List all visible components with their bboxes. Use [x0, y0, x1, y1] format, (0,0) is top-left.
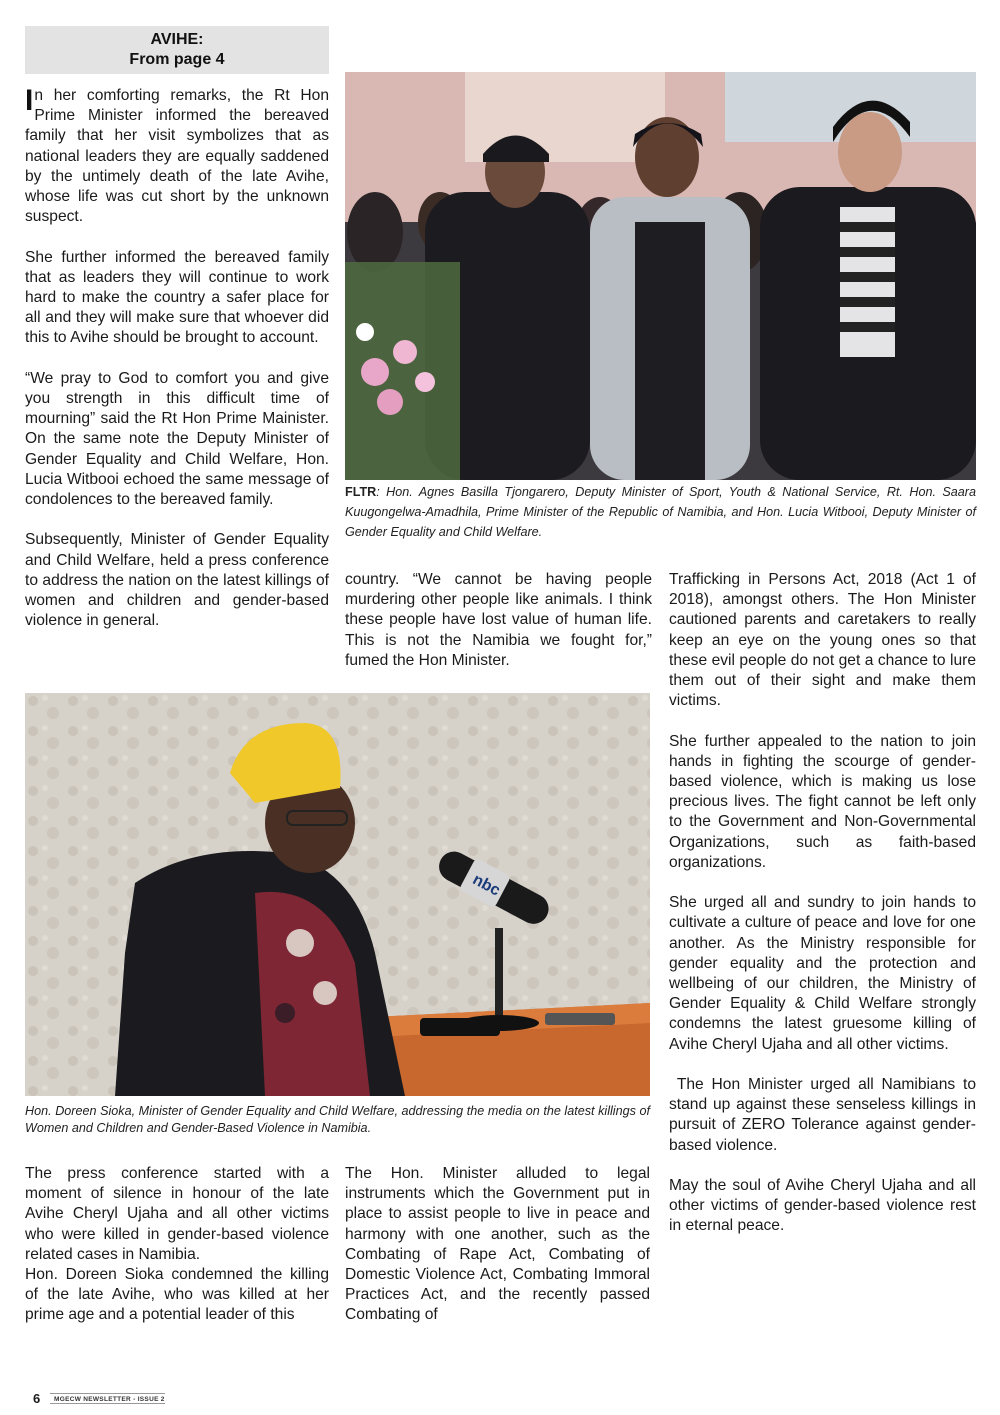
paragraph: May the soul of Avihe Cheryl Ujaha and all other victims of gender-based violence rest in eternal peace.: [669, 1177, 976, 1235]
paragraph: Subsequently, Minister of Gender Equality and Child Welfare, held a press conference to address the nation on the latest killings of women and children and gender-based violence in general.: [25, 531, 329, 630]
article-column-1-top: [25, 86, 329, 631]
caption-text: : Hon. Agnes Basilla Tjongarero, Deputy Minister of Sport, Youth & National Service, Rt. Hon. Saara Kuugongelwa-Amadhila, Prime Minister of the Republic of Namibia, and Hon. Lucia Witbooi, Deputy Minister of Gender Equality and Child Welfare.: [345, 485, 976, 539]
drop-cap: I: [25, 84, 34, 117]
paragraph: The Hon Minister urged all Namibians to stand up against these senseless killings in pursuit of ZERO Tolerance against gender-based violence.: [669, 1076, 981, 1154]
paragraph: She further appealed to the nation to join hands in fighting the scourge of gender-based violence, which is making us lose precious lives. The fight cannot be left only to the Government and Non-Governmental Organizations, such as faith-based organizations.: [669, 732, 976, 871]
photo-minister-press-conference: [25, 693, 650, 1096]
paragraph: country. “We cannot be having people murdering other people like animals. I think these people have lost value of human life. This is not the Namibia we fought for,” fumed the Hon Minister.: [345, 571, 652, 669]
paragraph: Hon. Doreen Sioka condemned the killing of the late Avihe, who was killed at her prime age and a potential leader of this: [25, 1266, 329, 1324]
article-column-2-mid: [345, 570, 652, 671]
article-column-2-bottom: [345, 1164, 650, 1326]
caption-text: Hon. Doreen Sioka, Minister of Gender Equality and Child Welfare, addressing the media on the latest killings of Women and Children and Gender-Based Violence in Namibia.: [25, 1104, 650, 1135]
article-column-1-bottom: [25, 1164, 329, 1326]
caption-label: FLTR: [345, 485, 377, 499]
page-number: 6: [33, 1391, 41, 1406]
paragraph: The press conference started with a moment of silence in honour of the late Avihe Cheryl Ujaha and all other victims who were killed in gender-based violence related cases in Namibia.: [25, 1165, 329, 1263]
newsletter-footer-label: MGECW NEWSLETTER - ISSUE 2: [50, 1393, 165, 1404]
header-from-page: From page 4: [129, 51, 225, 68]
photo-officials-seated-image: [345, 72, 976, 480]
paragraph: She further informed the bereaved family that as leaders they will continue to work hard to make the country a safer place for all and they will make sure that whoever did this to Avihe should be brought to account.: [25, 248, 329, 347]
continuation-header: [25, 26, 329, 74]
paragraph: n her comforting remarks, the Rt Hon Prime Minister informed the bereaved family that her visit symbolizes that as national leaders they are equally saddened by the untimely death of the late Avihe, whose life was cut short by the unknown suspect.: [25, 87, 329, 226]
paragraph: The Hon. Minister alluded to legal instruments which the Government put in place to assist people to live in peace and harmony with one another, such as the Combating of Rape Act, Combating of Domestic Violence Act, Combating Immoral Practices Act, and the recently passed Combating of: [345, 1165, 650, 1324]
article-column-3: [669, 570, 981, 1237]
paragraph: “We pray to God to comfort you and give you strength in this difficult time of mourning” said the Rt Hon Prime Mainister. On the same note the Deputy Minister of Gender Equality and Child Welfare, Hon. Lucia Witbooi echoed the same message of condolences to the bereaved family.: [25, 369, 329, 509]
photo-officials-caption: [345, 482, 976, 542]
header-title: AVIHE:: [150, 31, 204, 48]
photo-minister-caption: [25, 1103, 650, 1137]
paragraph: Trafficking in Persons Act, 2018 (Act 1 of 2018), amongst others. The Hon Minister cautioned parents and caretakers to really keep an eye on the young ones so that these evil people do not get a chance to lure them out of their sight and make them victims.: [669, 571, 976, 710]
photo-minister-image: [25, 693, 650, 1096]
paragraph: She urged all and sundry to join hands to cultivate a culture of peace and love for one another. As the Ministry responsible for gender equality and the protection and wellbeing of our children, the Ministry of Gender Equality & Child Welfare strongly condemns the latest gruesome killing of Avihe Cheryl Ujaha and all other victims.: [669, 894, 976, 1053]
mic-flag-logo: nbc: [469, 871, 503, 900]
photo-officials-seated: [345, 72, 976, 480]
